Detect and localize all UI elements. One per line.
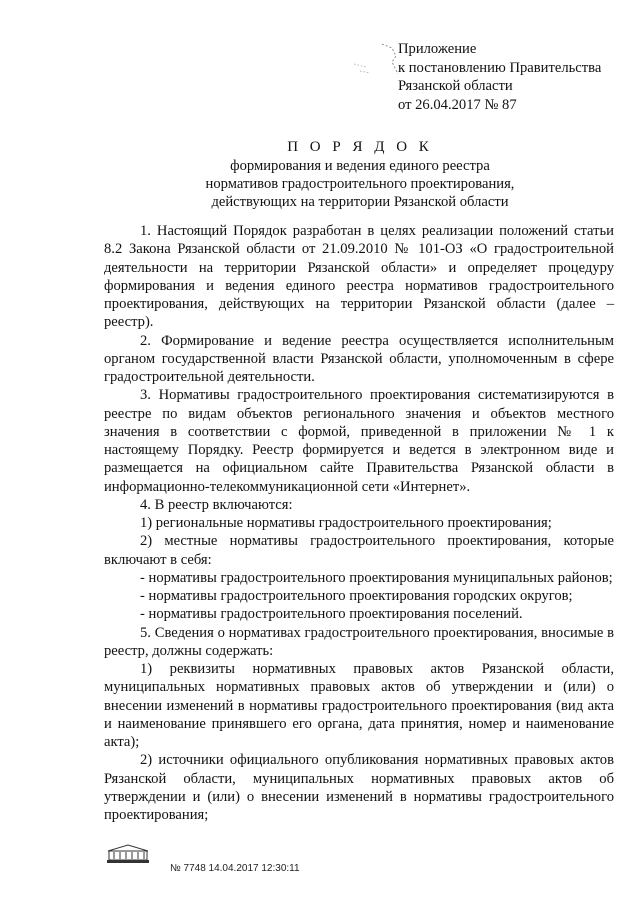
paragraph-5-item-2: 2) источники официального опубликования нормативных правовых актов Рязанской области, муниципальных нормативных правовых актов об утверждении и (или) о внесении изменений в нормативы градостроительного проектирования; (104, 752, 614, 823)
document-registration-number: № 7748 14.04.2017 12:30:11 (170, 863, 300, 874)
paragraph-4: 4. В реестр включаются: (140, 496, 293, 513)
appendix-resolution: к постановлению Правительства (398, 59, 602, 76)
paragraph-4-item-2b: - нормативы градостроительного проектирования городских округов; (140, 588, 573, 604)
page-footer (102, 843, 362, 883)
paragraph-5-item-1: 1) реквизиты нормативных правовых актов Рязанской области, муниципальных нормативных правовых актов об утверждении и (или) о внесении изменений в нормативы градостроительного проектирования (вид акта и наименование принявшего его органа, дата принятия, номер и наименование акта); (104, 661, 614, 750)
paragraph-3: 3. Нормативы градостроительного проектирования систематизируются в реестре по видам объектов регионального значения и объектов местного значения в соответствии с формой, приведенной в приложении № 1 к настоящему Порядку. Реестр формируется и ведется в электронном виде и размещается на официальном сайте Правительства Рязанской области в информационно-телекоммуникационной сети «Интернет». (104, 387, 614, 495)
paragraph-4-item-2a: - нормативы градостроительного проектирования муниципальных районов; (140, 569, 613, 586)
paragraph-4-item-1: 1) региональные нормативы градостроительного проектирования; (140, 515, 552, 531)
building-stamp-icon (104, 843, 152, 865)
appendix-label: Приложение (398, 41, 477, 57)
paragraph-2: 2. Формирование и ведение реестра осуществляется исполнительным органом государственной власти Рязанской области, уполномоченным в сфере градостроительной деятельности. (104, 332, 614, 385)
document-subtitle (100, 157, 620, 211)
appendix-date-number: от 26.04.2017 № 87 (398, 96, 517, 113)
appendix-header (398, 40, 630, 114)
document-body (104, 222, 614, 824)
handwritten-mark-icon (352, 40, 400, 80)
subtitle-line-1: формирования и ведения единого реестра (230, 158, 490, 174)
subtitle-line-3: действующих на территории Рязанской области (211, 194, 509, 210)
paragraph-1: 1. Настоящий Порядок разработан в целях реализации положений статьи 8.2 Закона Рязанской области от 21.09.2010 № 101-ОЗ «О градостроительной деятельности на территории Рязанской области» и определяет процедуру формирования и ведения единого реестра нормативов градостроительного проектирования, действующих на территории Рязанской области (далее – реестр). (104, 223, 614, 331)
document-title: П О Р Я Д О К (287, 139, 433, 155)
paragraph-5: 5. Сведения о нормативах градостроительного проектирования, вносимые в реестр, должны содержать: (104, 624, 614, 659)
paragraph-4-item-2c: - нормативы градостроительного проектирования поселений. (140, 606, 523, 623)
paragraph-4-item-2: 2) местные нормативы градостроительного проектирования, которые включают в себя: (104, 533, 614, 568)
appendix-region: Рязанской области (398, 78, 513, 94)
subtitle-line-2: нормативов градостроительного проектирования, (205, 176, 515, 192)
